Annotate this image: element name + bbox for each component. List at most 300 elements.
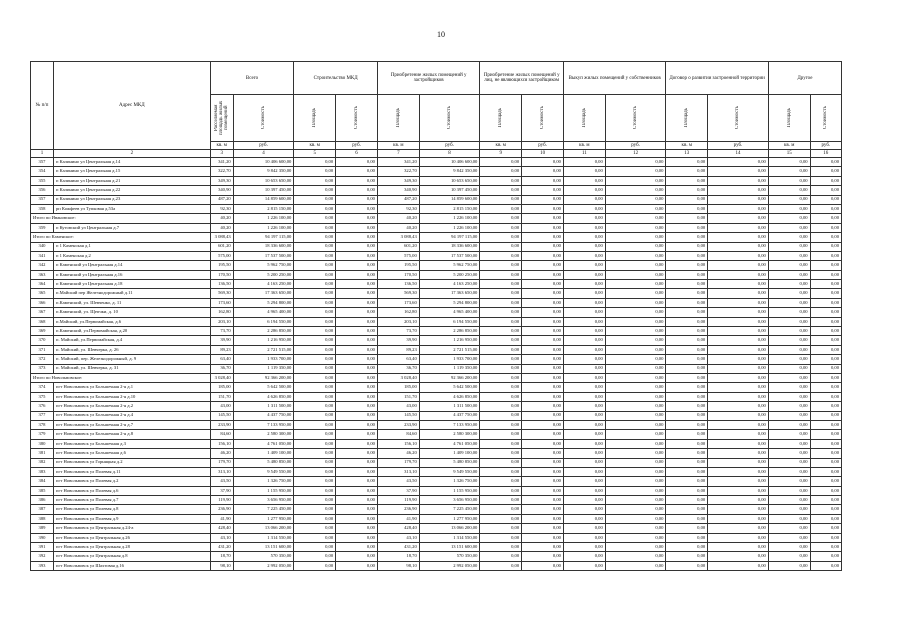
other-area: 0,00: [563, 289, 605, 298]
developer-cost: 4 761 050,00: [419, 439, 480, 448]
other-area: 0,00: [563, 364, 605, 373]
other-area: 0,00: [563, 242, 605, 251]
other-area: 0,00: [480, 233, 522, 242]
unit-area: кв. м: [210, 142, 233, 150]
row-address: пгт Новольвовск ул Большечная 2-я д.4: [53, 411, 210, 420]
header-area-label: Площадь: [786, 108, 792, 128]
other-cost: 0,00: [810, 195, 841, 204]
other-area: 0,00: [480, 533, 522, 542]
construction-area: 0,00: [294, 261, 336, 270]
other-area: 0,00: [768, 561, 810, 570]
other-area: 0,00: [666, 458, 708, 467]
column-number: 10: [522, 150, 564, 158]
other-area: 0,00: [480, 411, 522, 420]
construction-area: 0,00: [294, 402, 336, 411]
other-area: 0,00: [666, 327, 708, 336]
other-cost: 0,00: [708, 204, 769, 213]
other-area: 0,00: [480, 486, 522, 495]
construction-area: 0,00: [294, 327, 336, 336]
row-address: п Калинино ул Центральная д.21: [53, 176, 210, 185]
developer-cost: 2 815 150,00: [419, 204, 480, 213]
other-area: 0,00: [563, 204, 605, 213]
total-area: 195,50: [210, 261, 233, 270]
other-area: 0,00: [563, 543, 605, 552]
developer-cost: 10 653 650,00: [419, 176, 480, 185]
row-number: 381: [31, 449, 54, 458]
other-cost: 0,00: [708, 458, 769, 467]
total-cost: 92 366 200,00: [233, 373, 294, 382]
other-area: 0,00: [768, 458, 810, 467]
other-area: 0,00: [480, 543, 522, 552]
header-area-label: Площадь: [581, 108, 587, 128]
other-area: 0,00: [768, 514, 810, 523]
other-cost: 0,00: [522, 270, 564, 279]
other-area: 0,00: [768, 505, 810, 514]
other-cost: 0,00: [522, 308, 564, 317]
column-number: 3: [210, 150, 233, 158]
developer-cost: 2 286 850,00: [419, 327, 480, 336]
construction-area: 0,00: [294, 477, 336, 486]
developer-cost: 1 314 550,00: [419, 533, 480, 542]
developer-cost: 1 119 350,00: [419, 364, 480, 373]
other-cost: 0,00: [810, 336, 841, 345]
other-cost: 0,00: [810, 402, 841, 411]
header-area: [377, 95, 419, 142]
other-cost: 0,00: [708, 158, 769, 167]
construction-area: 0,00: [294, 496, 336, 505]
total-area: 170,50: [210, 270, 233, 279]
other-cost: 0,00: [522, 289, 564, 298]
other-area: 0,00: [563, 439, 605, 448]
other-area: 0,00: [666, 364, 708, 373]
other-area: 0,00: [768, 449, 810, 458]
other-area: 0,00: [480, 280, 522, 289]
other-cost: 0,00: [708, 392, 769, 401]
other-cost: 0,00: [605, 251, 666, 260]
other-area: 0,00: [563, 514, 605, 523]
other-cost: 0,00: [810, 308, 841, 317]
other-area: 0,00: [563, 308, 605, 317]
row-number: 390: [31, 533, 54, 542]
construction-area: 0,00: [294, 514, 336, 523]
construction-area: 0,00: [294, 383, 336, 392]
developer-area: 487,20: [377, 195, 419, 204]
other-area: 0,00: [768, 336, 810, 345]
construction-area: 0,00: [294, 449, 336, 458]
other-area: 0,00: [480, 214, 522, 223]
developer-area: 43,50: [377, 477, 419, 486]
other-cost: 0,00: [522, 486, 564, 495]
row-number: 370: [31, 336, 54, 345]
other-cost: 0,00: [605, 514, 666, 523]
row-number: 378: [31, 420, 54, 429]
subtotal-label: Итого по Ивановское:: [31, 214, 211, 223]
header-group-non-developers: Приобретение жилых помещений у лиц, не являющихся застройщиком: [480, 62, 564, 95]
other-cost: 0,00: [708, 223, 769, 232]
total-cost: 13 151 600,00: [233, 543, 294, 552]
other-cost: 0,00: [708, 345, 769, 354]
other-cost: 0,00: [810, 505, 841, 514]
other-cost: 0,00: [605, 223, 666, 232]
other-cost: 0,00: [708, 270, 769, 279]
developer-area: 63,40: [377, 355, 419, 364]
other-cost: 0,00: [522, 467, 564, 476]
other-area: 0,00: [480, 477, 522, 486]
other-cost: 0,00: [522, 439, 564, 448]
other-cost: 0,00: [605, 402, 666, 411]
column-number: 1: [31, 150, 54, 158]
other-cost: 0,00: [605, 411, 666, 420]
table-row: [31, 458, 842, 467]
other-area: 0,00: [563, 373, 605, 382]
total-cost: 17 537 500,00: [233, 251, 294, 260]
other-area: 0,00: [563, 458, 605, 467]
developer-cost: 7 133 950,00: [419, 420, 480, 429]
construction-area: 0,00: [294, 420, 336, 429]
table-row: [31, 402, 842, 411]
total-area: 98,10: [210, 561, 233, 570]
developer-area: 170,50: [377, 270, 419, 279]
other-area: 0,00: [480, 167, 522, 176]
other-area: 0,00: [768, 552, 810, 561]
other-area: 0,00: [480, 383, 522, 392]
other-area: 0,00: [563, 449, 605, 458]
total-area: 349,30: [210, 176, 233, 185]
row-number: 341: [31, 251, 54, 260]
other-cost: 0,00: [605, 158, 666, 167]
total-area: 43,00: [210, 402, 233, 411]
row-number: 379: [31, 430, 54, 439]
other-cost: 0,00: [605, 167, 666, 176]
other-area: 0,00: [666, 233, 708, 242]
row-address: пгт Новольвовск ул Центральная д.28: [53, 543, 210, 552]
row-number: 386: [31, 496, 54, 505]
column-number: 14: [708, 150, 769, 158]
other-area: 0,00: [768, 280, 810, 289]
header-area: [768, 95, 810, 142]
row-address: п.Каменский, ул.Первомайская, д.20: [53, 327, 210, 336]
other-area: 0,00: [480, 204, 522, 213]
other-area: 0,00: [768, 533, 810, 542]
other-cost: 0,00: [522, 430, 564, 439]
developer-area: 185,00: [377, 383, 419, 392]
construction-area: 0,00: [294, 280, 336, 289]
total-cost: 9 549 550,00: [233, 467, 294, 476]
other-area: 0,00: [768, 392, 810, 401]
developer-cost: 1 326 750,00: [419, 477, 480, 486]
other-cost: 0,00: [810, 289, 841, 298]
total-cost: 5 642 500,00: [233, 383, 294, 392]
developer-cost: 2 992 050,00: [419, 561, 480, 570]
other-cost: 0,00: [708, 242, 769, 251]
construction-cost: 0,00: [336, 327, 378, 336]
row-address: п. Майский, ул.Первомайская, д.4: [53, 336, 210, 345]
total-area: 313,10: [210, 467, 233, 476]
developer-area: 340,90: [377, 186, 419, 195]
other-area: 0,00: [768, 430, 810, 439]
other-cost: 0,00: [605, 308, 666, 317]
row-address: пгт Новольвовск ул Горняцкая д.2: [53, 458, 210, 467]
construction-cost: 0,00: [336, 505, 378, 514]
other-cost: 0,00: [810, 186, 841, 195]
other-area: 0,00: [563, 167, 605, 176]
other-area: 0,00: [563, 251, 605, 260]
other-area: 0,00: [768, 167, 810, 176]
construction-area: 0,00: [294, 186, 336, 195]
other-cost: 0,00: [522, 505, 564, 514]
construction-cost: 0,00: [336, 524, 378, 533]
row-address: п Калинино ул Центральная д.23: [53, 195, 210, 204]
other-area: 0,00: [666, 383, 708, 392]
table-row: [31, 477, 842, 486]
construction-area: 0,00: [294, 223, 336, 232]
table-row: [31, 524, 842, 533]
other-area: 0,00: [480, 514, 522, 523]
other-cost: 0,00: [522, 533, 564, 542]
total-area: 3 028,40: [210, 373, 233, 382]
developer-area: 313,10: [377, 467, 419, 476]
total-area: 487,20: [210, 195, 233, 204]
header-cost: [419, 95, 480, 142]
other-cost: 0,00: [605, 336, 666, 345]
header-cost-label: Стоимость: [823, 106, 829, 130]
row-number: 382: [31, 458, 54, 467]
developer-cost: 1 311 500,00: [419, 402, 480, 411]
construction-area: 0,00: [294, 411, 336, 420]
other-area: 0,00: [666, 158, 708, 167]
other-cost: 0,00: [810, 533, 841, 542]
row-number: 356: [31, 186, 54, 195]
other-cost: 0,00: [810, 496, 841, 505]
other-cost: 0,00: [605, 317, 666, 326]
developer-area: 89,23: [377, 345, 419, 354]
construction-cost: 0,00: [336, 158, 378, 167]
other-cost: 0,00: [605, 420, 666, 429]
unit-area: кв. м: [666, 142, 708, 150]
total-cost: 570 350,00: [233, 552, 294, 561]
header-group-other: Другое: [768, 62, 841, 95]
other-cost: 0,00: [810, 467, 841, 476]
other-cost: 0,00: [522, 223, 564, 232]
total-area: 162,80: [210, 308, 233, 317]
construction-area: 0,00: [294, 505, 336, 514]
total-cost: 5 294 800,00: [233, 298, 294, 307]
developer-cost: 92 366 200,00: [419, 373, 480, 382]
row-number: 371: [31, 345, 54, 354]
other-cost: 0,00: [522, 392, 564, 401]
header-area-label: Площадь: [395, 108, 401, 128]
developer-cost: 10 397 450,00: [419, 186, 480, 195]
construction-cost: 0,00: [336, 467, 378, 476]
other-cost: 0,00: [708, 505, 769, 514]
column-number: 9: [480, 150, 522, 158]
developer-cost: 1 226 100,00: [419, 223, 480, 232]
other-cost: 0,00: [810, 204, 841, 213]
row-address: пгт Новольвовск ул Большечная д.3: [53, 439, 210, 448]
row-number: 389: [31, 524, 54, 533]
other-cost: 0,00: [522, 383, 564, 392]
other-area: 0,00: [480, 251, 522, 260]
row-address: п. Майский, ул. Шевчерка, д. 26: [53, 345, 210, 354]
developer-area: 179,70: [377, 458, 419, 467]
other-cost: 0,00: [810, 373, 841, 382]
construction-cost: 0,00: [336, 402, 378, 411]
other-cost: 0,00: [605, 261, 666, 270]
header-cost: [708, 95, 769, 142]
developer-cost: 4 163 250,00: [419, 280, 480, 289]
total-area: 92,30: [210, 204, 233, 213]
other-cost: 0,00: [522, 355, 564, 364]
column-number: 12: [605, 150, 666, 158]
unit-cost: руб.: [233, 142, 294, 150]
total-cost: 4 437 750,00: [233, 411, 294, 420]
other-cost: 0,00: [810, 233, 841, 242]
other-area: 0,00: [666, 261, 708, 270]
row-number: 367: [31, 308, 54, 317]
column-number: 13: [666, 150, 708, 158]
total-cost: 5 480 850,00: [233, 458, 294, 467]
other-area: 0,00: [666, 467, 708, 476]
table-row: [31, 270, 842, 279]
other-cost: 0,00: [605, 364, 666, 373]
table-row: [31, 496, 842, 505]
table-row: [31, 552, 842, 561]
other-cost: 0,00: [810, 439, 841, 448]
other-cost: 0,00: [810, 176, 841, 185]
other-cost: 0,00: [605, 270, 666, 279]
construction-area: 0,00: [294, 214, 336, 223]
table-row: [31, 430, 842, 439]
other-area: 0,00: [768, 251, 810, 260]
developer-cost: 1 409 100,00: [419, 449, 480, 458]
construction-cost: 0,00: [336, 298, 378, 307]
column-number: 5: [294, 150, 336, 158]
other-area: 0,00: [563, 270, 605, 279]
other-area: 0,00: [768, 477, 810, 486]
total-area: 73,70: [210, 327, 233, 336]
other-area: 0,00: [480, 561, 522, 570]
total-area: 46,20: [210, 449, 233, 458]
total-cost: 2 992 050,00: [233, 561, 294, 570]
developer-cost: 94 197 115,00: [419, 233, 480, 242]
other-cost: 0,00: [810, 477, 841, 486]
other-area: 0,00: [768, 373, 810, 382]
other-cost: 0,00: [708, 176, 769, 185]
other-cost: 0,00: [810, 270, 841, 279]
total-cost: 94 197 115,00: [233, 233, 294, 242]
other-area: 0,00: [666, 308, 708, 317]
construction-area: 0,00: [294, 308, 336, 317]
other-area: 0,00: [666, 223, 708, 232]
developer-cost: 2 721 515,00: [419, 345, 480, 354]
row-address: пгт Новольвовск ул Полевая д.2: [53, 477, 210, 486]
other-area: 0,00: [666, 289, 708, 298]
header-group-development: Договор о развитии застроенной территории: [666, 62, 768, 95]
construction-cost: 0,00: [336, 355, 378, 364]
other-cost: 0,00: [522, 373, 564, 382]
other-cost: 0,00: [810, 364, 841, 373]
other-cost: 0,00: [708, 486, 769, 495]
row-address: пгт Новольвовск ул Большечная 2-я д.1: [53, 383, 210, 392]
subtotal-row: [31, 373, 842, 382]
construction-area: 0,00: [294, 204, 336, 213]
header-number: № п/п: [31, 62, 54, 150]
construction-cost: 0,00: [336, 336, 378, 345]
header-group-total: Всего: [210, 62, 294, 95]
other-cost: 0,00: [708, 514, 769, 523]
row-number: 384: [31, 477, 54, 486]
total-cost: 4 626 850,00: [233, 392, 294, 401]
total-cost: 2 721 515,00: [233, 345, 294, 354]
construction-cost: 0,00: [336, 561, 378, 570]
other-area: 0,00: [666, 270, 708, 279]
construction-cost: 0,00: [336, 251, 378, 260]
row-number: 355: [31, 176, 54, 185]
other-area: 0,00: [480, 308, 522, 317]
total-area: 156,10: [210, 439, 233, 448]
other-cost: 0,00: [522, 345, 564, 354]
total-cost: 1 119 350,00: [233, 364, 294, 373]
total-area: 340,90: [210, 186, 233, 195]
other-cost: 0,00: [708, 420, 769, 429]
other-cost: 0,00: [605, 373, 666, 382]
construction-area: 0,00: [294, 524, 336, 533]
other-cost: 0,00: [522, 552, 564, 561]
header-area-label: Площадь: [312, 108, 318, 128]
other-area: 0,00: [480, 298, 522, 307]
other-cost: 0,00: [708, 449, 769, 458]
developer-area: 349,30: [377, 176, 419, 185]
other-area: 0,00: [768, 364, 810, 373]
row-address: п Калинино ул Центральная д.14: [53, 158, 210, 167]
construction-area: 0,00: [294, 167, 336, 176]
row-address: пгт Новольвовск ул Полевая д.9: [53, 514, 210, 523]
other-area: 0,00: [768, 345, 810, 354]
other-area: 0,00: [563, 345, 605, 354]
other-area: 0,00: [666, 543, 708, 552]
unit-cost: руб.: [336, 142, 378, 150]
other-area: 0,00: [768, 195, 810, 204]
developer-area: 73,70: [377, 327, 419, 336]
total-cost: 9 842 350,00: [233, 167, 294, 176]
table-row: [31, 420, 842, 429]
total-area: 601,20: [210, 242, 233, 251]
other-area: 0,00: [563, 223, 605, 232]
construction-area: 0,00: [294, 251, 336, 260]
other-area: 0,00: [768, 467, 810, 476]
header-cost: [233, 95, 294, 142]
other-cost: 0,00: [522, 514, 564, 523]
other-area: 0,00: [480, 261, 522, 270]
other-cost: 0,00: [708, 467, 769, 476]
total-area: 179,70: [210, 458, 233, 467]
other-cost: 0,00: [522, 280, 564, 289]
construction-cost: 0,00: [336, 233, 378, 242]
developer-area: 41,90: [377, 514, 419, 523]
other-cost: 0,00: [810, 449, 841, 458]
other-cost: 0,00: [708, 552, 769, 561]
other-cost: 0,00: [810, 280, 841, 289]
construction-area: 0,00: [294, 195, 336, 204]
developer-area: 43,10: [377, 533, 419, 542]
construction-area: 0,00: [294, 298, 336, 307]
other-area: 0,00: [666, 514, 708, 523]
other-cost: 0,00: [708, 543, 769, 552]
other-area: 0,00: [666, 167, 708, 176]
other-cost: 0,00: [605, 392, 666, 401]
row-address: п.Каменский, ул. Шевченко, д. 11: [53, 298, 210, 307]
developer-area: 341,20: [377, 158, 419, 167]
